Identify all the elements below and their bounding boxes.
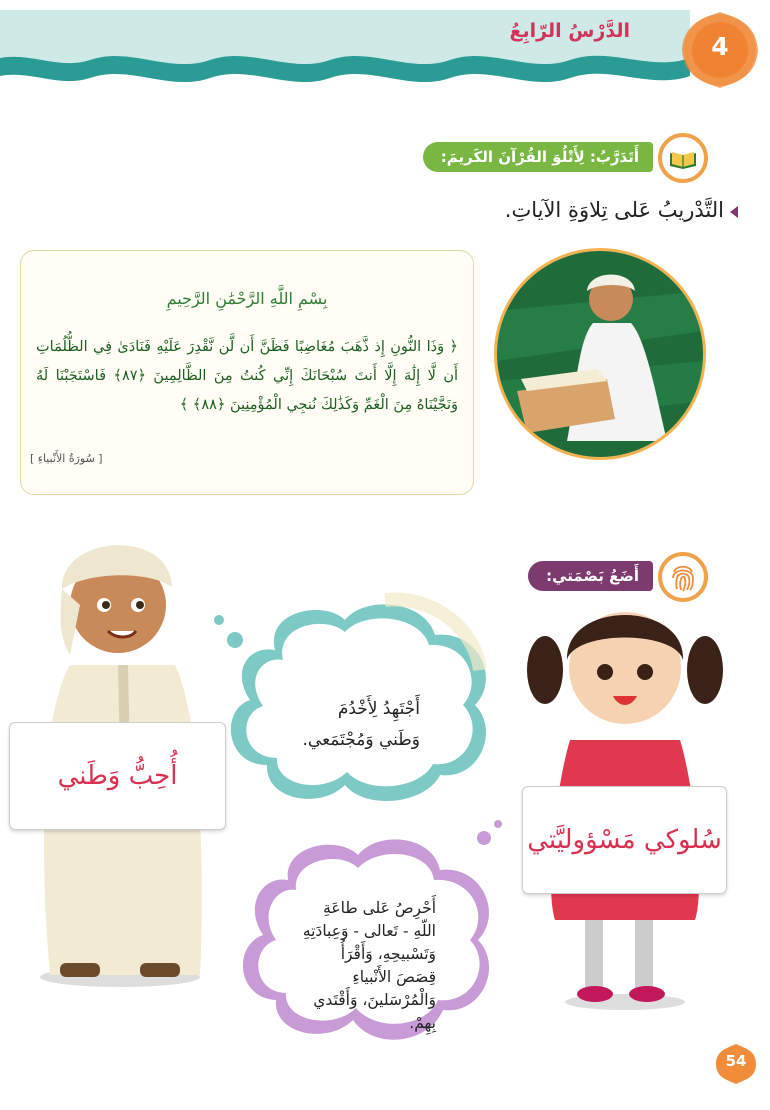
lesson-number: 4 (711, 32, 729, 61)
cloud1-text: أَجْتَهِدُ لِأَخْدُمَ وَطَني وَمُجْتَمَعي. (302, 699, 420, 750)
header-banner (0, 0, 770, 110)
objective-bullet (730, 206, 738, 218)
lesson-title: الدَّرْسُ الرّابِعُ (509, 20, 630, 42)
basmala: بِسْمِ اللَّهِ الرَّحْمَٰنِ الرَّحِيمِ (166, 289, 328, 308)
boy-sign: أُحِبُّ وَطَني (9, 722, 226, 830)
boy-reading-quran-photo (494, 248, 706, 460)
cloud2-text: أَحْرِصُ عَلى طاعَةِ اللّهِ - تَعالى - وَعِبادَتِهِ وَتَسْبيحِهِ، وَأَقْرَأُ قِصَصَ الأَنْبياءِ وَالْمُرْسَلينَ، وَأَقْتَدي بِهِمْ. (302, 899, 436, 1032)
open-quran-icon (658, 133, 708, 183)
behavior-section-label: أَضَعُ بَصْمَتي: (528, 561, 653, 591)
quran-verses: ﴿ وَذَا النُّونِ إِذ ذَّهَبَ مُغَاضِبًا فَظَنَّ أَن لَّن نَّقْدِرَ عَلَيْهِ فَنَادَىٰ فِي الظُّلُمَاتِ أَن لَّا إِلَٰهَ إِلَّا أَنتَ سُبْحَانَكَ إِنِّي كُنتُ مِنَ الظَّالِمِينَ ﴿٨٧﴾ فَاسْتَجَبْنَا لَهُ وَنَجَّيْنَاهُ مِنَ الْغَمِّ وَكَذَٰلِكَ نُنجِي الْمُؤْمِنِينَ ﴿٨٨﴾ ﴾ (36, 339, 458, 413)
page-number: 54 (725, 1052, 747, 1070)
lesson-objective: التَّدْريبُ عَلى تِلاوَةِ الآياتِ. (504, 198, 724, 222)
recite-section-label: أَتَدَرَّبُ: لِأَتْلُوَ القُرْآنَ الكَريمَ: (423, 142, 653, 172)
girl-sign: سُلوكي مَسْؤوليَّتي (522, 786, 727, 894)
surah-reference: [ سُورَةُ الأَنْبياءِ ] (30, 452, 103, 465)
